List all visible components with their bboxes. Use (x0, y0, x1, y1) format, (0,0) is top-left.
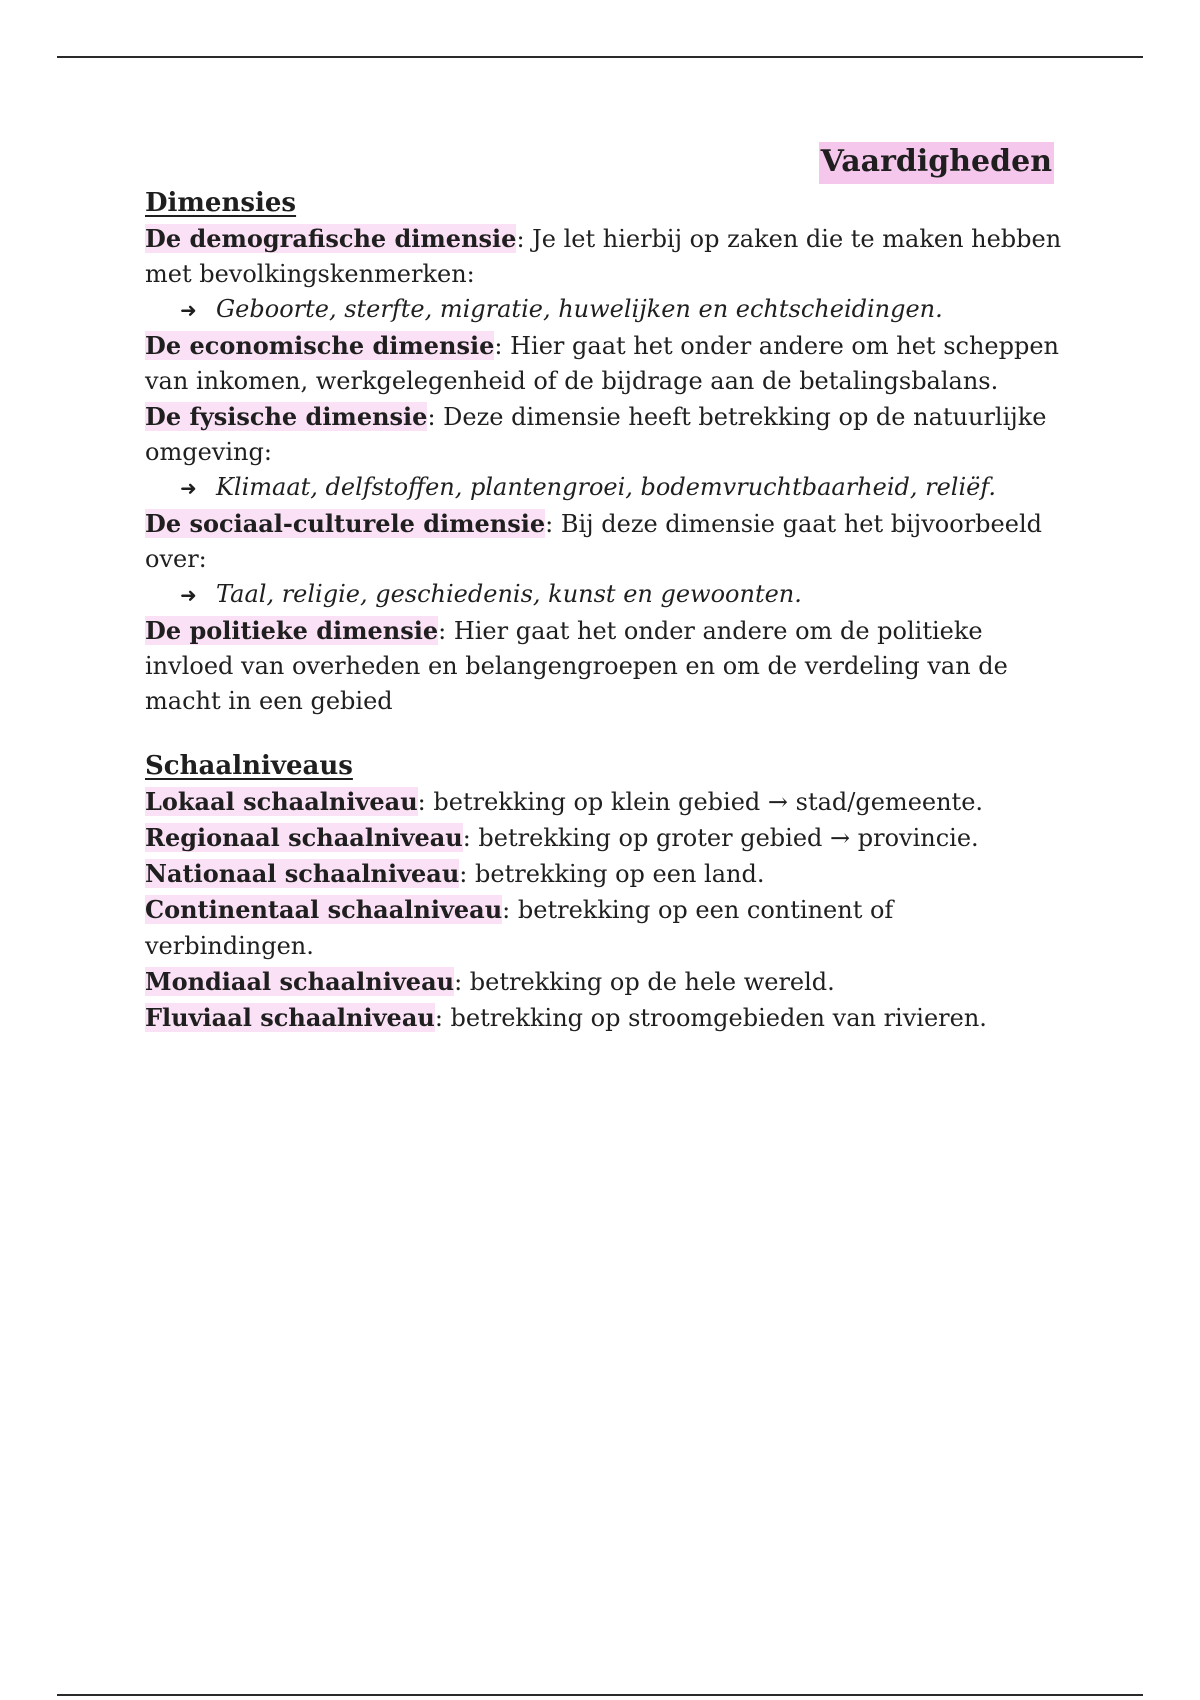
dimension-bullet (145, 292, 1065, 328)
scale-term: Mondiaal schaalniveau (145, 967, 455, 996)
dimension-term: De sociaal-culturele dimensie (145, 509, 546, 538)
arrow-right-icon: ➜ (180, 583, 197, 607)
bottom-rule (57, 1694, 1143, 1696)
dimension-item-politiek (145, 613, 1065, 719)
dimension-text: : Hier gaat het onder andere om de politieke invloed van overheden en belangengroepen en om de verdeling van de macht in een gebied (145, 617, 1008, 715)
dimension-item-sociaal-cultureel (145, 506, 1065, 577)
dimension-term: De economische dimensie (145, 331, 495, 360)
dimension-text: : Bij deze dimensie gaat het bijvoorbeeld over: (145, 510, 1042, 573)
dimension-bullet (145, 470, 1065, 506)
scale-item-fluviaal (145, 1000, 1065, 1036)
dimension-bullet (145, 577, 1065, 613)
scale-text: : betrekking op stroomgebieden van rivieren. (434, 1004, 987, 1032)
top-rule (57, 56, 1143, 58)
page-title: Vaardigheden (819, 142, 1054, 184)
scale-text: : betrekking op een land. (459, 860, 765, 888)
bullet-text: Taal, religie, geschiedenis, kunst en gewoonten. (216, 580, 802, 608)
scale-text: : betrekking op klein gebied → stad/gemeente. (417, 788, 984, 816)
dimension-term: De demografische dimensie (145, 224, 517, 253)
arrow-right-icon: ➜ (180, 476, 197, 500)
dimension-item-economisch (145, 328, 1065, 399)
dimension-item-fysisch (145, 399, 1065, 470)
section-schaalniveaus (145, 748, 1065, 1036)
scale-term: Nationaal schaalniveau (145, 859, 460, 888)
scale-text: : betrekking op de hele wereld. (454, 968, 835, 996)
section-dimensies (145, 185, 1065, 719)
scale-term: Lokaal schaalniveau (145, 787, 418, 816)
scale-term: Fluviaal schaalniveau (145, 1003, 435, 1032)
title-container (819, 142, 1054, 184)
arrow-right-icon: ➜ (180, 298, 197, 322)
scale-item-lokaal (145, 784, 1065, 820)
bullet-text: Klimaat, delfstoffen, plantengroei, bodemvruchtbaarheid, reliëf. (216, 473, 997, 501)
section-heading-dimensies: Dimensies (145, 188, 297, 218)
dimension-term: De fysische dimensie (145, 402, 428, 431)
scale-item-regionaal (145, 820, 1065, 856)
scale-item-continentaal (145, 892, 1065, 964)
dimension-text: : Hier gaat het onder andere om het scheppen van inkomen, werkgelegenheid of de bijdrage aan de betalingsbalans. (145, 332, 1060, 395)
scale-term: Regionaal schaalniveau (145, 823, 463, 852)
dimension-text: : Je let hierbij op zaken die te maken hebben met bevolkingskenmerken: (145, 225, 1062, 288)
bullet-text: Geboorte, sterfte, migratie, huwelijken en echtscheidingen. (216, 295, 943, 323)
dimension-term: De politieke dimensie (145, 616, 439, 645)
scale-item-nationaal (145, 856, 1065, 892)
scale-text: : betrekking op een continent of verbindingen. (145, 896, 894, 960)
scale-text: : betrekking op groter gebied → provincie. (462, 824, 979, 852)
dimension-text: : Deze dimensie heeft betrekking op de natuurlijke omgeving: (145, 403, 1047, 466)
section-heading-schaalniveaus: Schaalniveaus (145, 751, 353, 781)
scale-term: Continentaal schaalniveau (145, 895, 503, 924)
scale-item-mondiaal (145, 964, 1065, 1000)
dimension-item-demografisch (145, 221, 1065, 292)
